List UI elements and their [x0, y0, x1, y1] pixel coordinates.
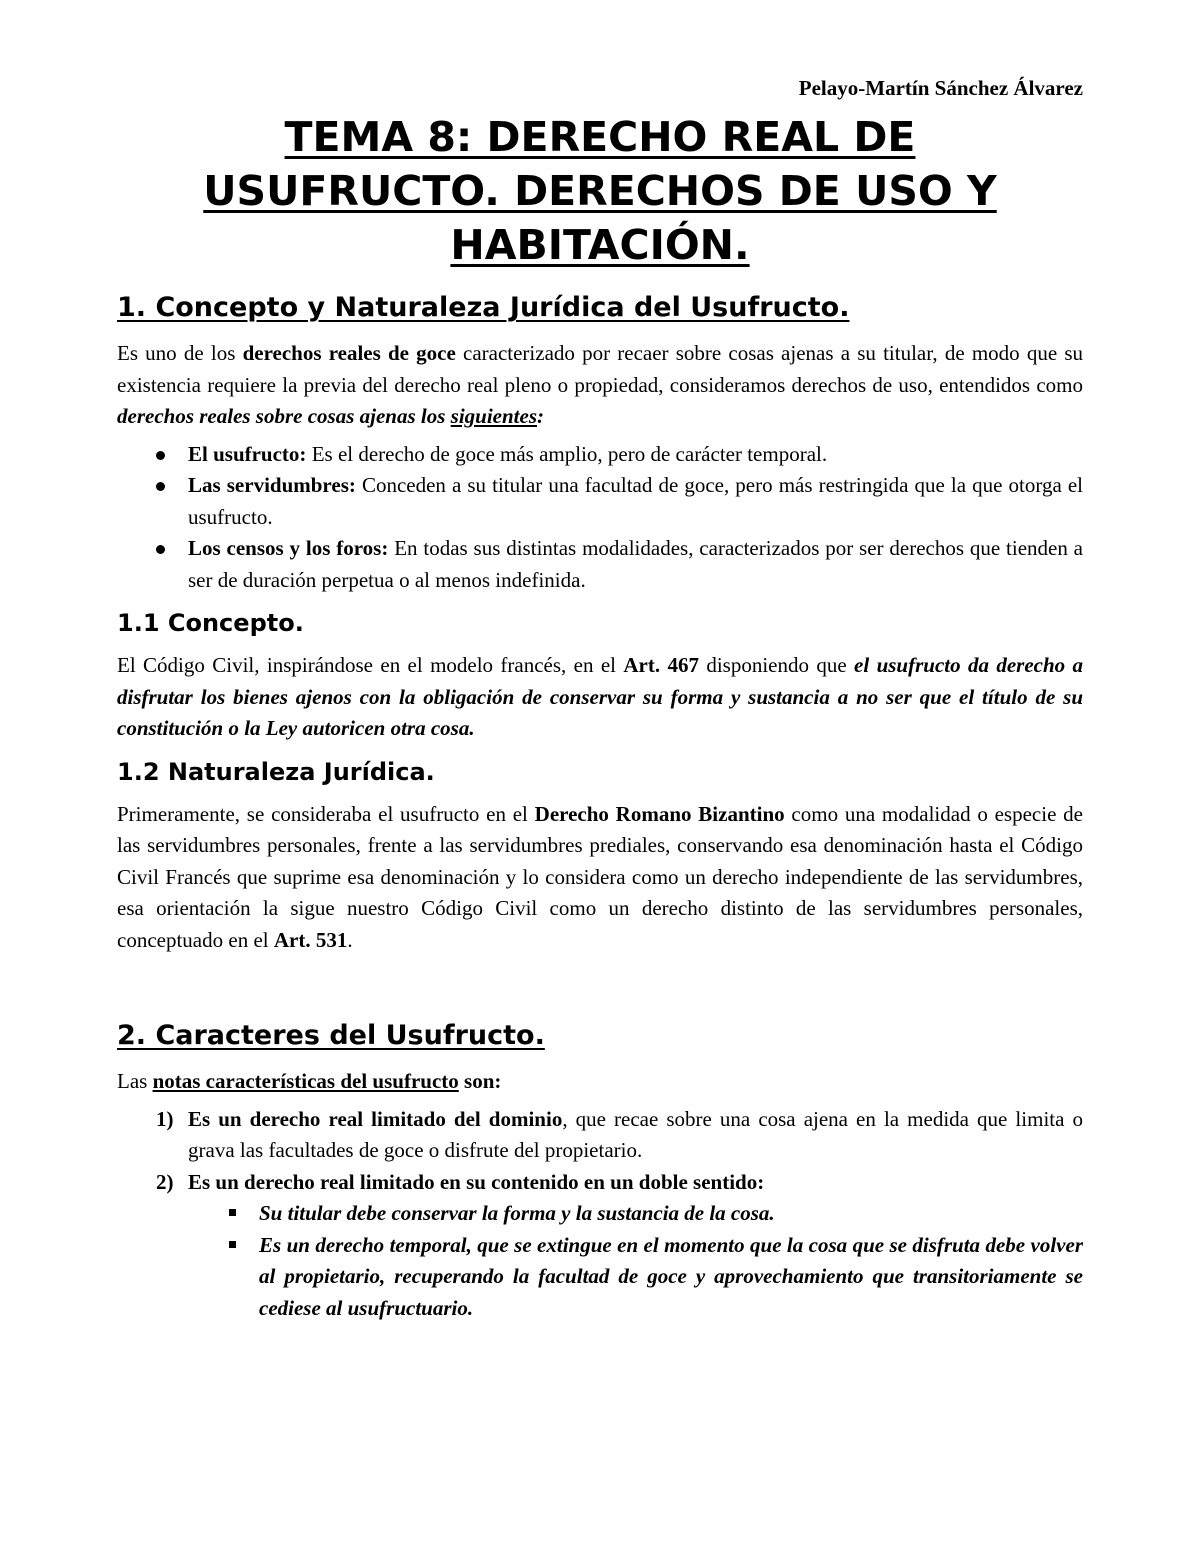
list-item: Los censos y los foros: En todas sus distintas modalidades, caracterizados por ser derechos que tienden a ser de duración perpetua o al menos indefinida.	[188, 533, 1083, 596]
sub-list	[188, 1198, 1083, 1324]
square-bullet-icon	[229, 1241, 236, 1248]
list-item: Las servidumbres: Conceden a su titular una facultad de goce, pero más restringida que la que otorga el usufructo.	[188, 470, 1083, 533]
document-title: TEMA 8: DERECHO REAL DE USUFRUCTO. DERECHOS DE USO Y HABITACIÓN.	[203, 113, 997, 269]
spacer	[117, 962, 1083, 1018]
section-1-1-heading: 1.1 Concepto.	[117, 609, 304, 637]
bullet-icon	[156, 545, 165, 554]
section-1-bullet-list	[117, 439, 1083, 597]
list-number: 1)	[156, 1106, 174, 1131]
square-bullet-icon	[229, 1209, 236, 1216]
list-number: 2)	[156, 1169, 174, 1194]
list-item: Es un derecho temporal, que se extingue en el momento que la cosa que se disfruta debe volver al propietario, recuperando la facultad de goce y aprovechamiento que transitoriamente se cediese al usufructuario.	[259, 1230, 1083, 1325]
bullet-icon	[156, 451, 165, 460]
section-2-intro: Las notas características del usufructo son:	[117, 1069, 502, 1093]
list-item: Su titular debe conservar la forma y la sustancia de la cosa.	[259, 1198, 1083, 1230]
section-1-2-paragraph: Primeramente, se consideraba el usufructo en el Derecho Romano Bizantino como una modalidad o especie de las servidumbres personales, frente a las servidumbres prediales, conservando esa denominación hasta el Código Civil Francés que suprime esa denominación y lo considera como un derecho independiente de las servidumbres, esa orientación la sigue nuestro Código Civil como un derecho distinto de las servidumbres personales, conceptuado en el Art. 531.	[117, 801, 1083, 952]
list-item: 1) Es un derecho real limitado del dominio, que recae sobre una cosa ajena en la medida que limita o grava las facultades de goce o disfrute del propietario.	[188, 1104, 1083, 1167]
section-1-intro: Es uno de los derechos reales de goce caracterizado por recaer sobre cosas ajenas a su titular, de modo que su existencia requiere la previa del derecho real pleno o propiedad, consideramos derechos de uso, entendidos como derechos reales sobre cosas ajenas los siguientes:	[117, 341, 1084, 428]
section-1-2-heading: 1.2 Naturaleza Jurídica.	[117, 757, 435, 786]
list-item: 2) Es un derecho real limitado en su contenido en un doble sentido: Su titular debe conservar la forma y la sustancia de la cosa. Es un derecho temporal, que se extingue en el momento que la cosa que se disfruta debe volver al propietario, recuperando la facultad de goce y aprovechamiento que transitoriamente se cediese al usufructuario.	[188, 1167, 1083, 1325]
section-1-1-paragraph: El Código Civil, inspirándose en el modelo francés, en el Art. 467 disponiendo que el usufructo da derecho a disfrutar los bienes ajenos con la obligación de conservar su forma y sustancia a no ser que el título de su constitución o la Ley autoricen otra cosa.	[117, 653, 1084, 740]
list-item: El usufructo: Es el derecho de goce más amplio, pero de carácter temporal.	[188, 439, 1083, 471]
section-2-heading: 2. Caracteres del Usufructo.	[117, 1020, 545, 1051]
section-1-heading: 1. Concepto y Naturaleza Jurídica del Usufructo.	[117, 292, 850, 323]
section-2-numbered-list	[117, 1104, 1083, 1325]
bullet-icon	[156, 482, 165, 491]
author-name: Pelayo-Martín Sánchez Álvarez	[798, 76, 1083, 100]
